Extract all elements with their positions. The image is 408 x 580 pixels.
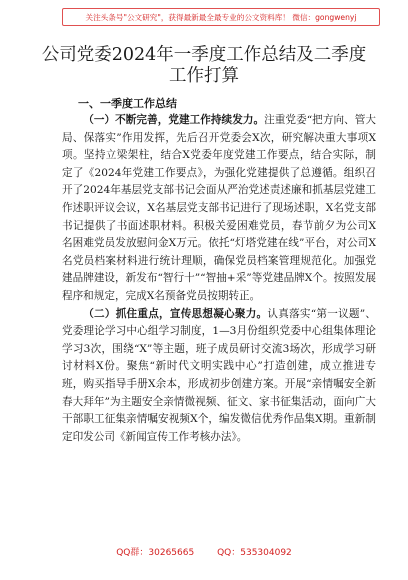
- title-line-2: 工作打算: [169, 66, 239, 86]
- section-heading: 一、一季度工作总结: [78, 97, 177, 110]
- promo-banner: [62, 8, 380, 26]
- paragraph-2: [62, 306, 376, 447]
- promo-banner-text: 关注头条号"公文研究"，获得最新最全最专业的公文资料库！ 微信：gongwenyj: [85, 12, 357, 22]
- footer-qq-group: QQ群：30265665: [116, 548, 195, 558]
- footer-qq: QQ：535304092: [217, 548, 292, 558]
- paragraph-2-text: 认真落实“第一议题”、党委理论学习中心组学习制度，1—3月份组织党委中心组集体理论学习3次，围绕“X”等主题，班子成员研讨交流3场次，形成学习研讨材料X份。聚焦“新时代文明实践中心”打造创建，成立推进专班，购买指导手册X余本，形成初步创建方案。开展“亲情嘱安全新春大拜年”为主题安全亲情微视频、征文、家书征集活动，面向广大干部职工征集亲情嘱安视频X个，编发微信优秀作品集X期。重新制定印发公司《新闻宣传工作考核办法》。: [62, 307, 376, 443]
- footer-contact: [0, 545, 408, 558]
- paragraph-1-text: 注重党委“把方向、管大局、保落实”作用发挥，先后召开党委会X次，研究解决重大事项X项。坚持立梁架柱，结合X党委年度党建工作要点，结合实际，制定了《2024年党建工作要点》，为强化党建提供了总遵循。组织召开了2024年基层党支部书记会面从严治党述责述廉和抓基层党建工作述职评议会议，X名基层党支部书记进行了现场述职，X名党支部书记提供了书面述职材料。积极关爱困难党员，春节前夕为公司X名困难党员发放慰问金X万元。依托“灯塔党建在线”平台，对公司X名党员档案材料进行统计理顺，确保党员档案管理规范化。加强党建品牌建设，新发布“智行十”“智抽+采”等党建品牌X个。按照发展程序和规定，完成X名预备党员按期转正。: [62, 114, 376, 302]
- paragraph-1-lead: （一）不断完善，党建工作持续发力。: [83, 114, 265, 126]
- document-title: [0, 45, 408, 87]
- title-line-1: 公司党委2024年一季度工作总结及二季度: [41, 45, 367, 65]
- paragraph-2-lead: （二）抓住重点，宣传思想凝心聚力。: [83, 307, 268, 320]
- document-body: [62, 112, 376, 446]
- paragraph-1: [62, 112, 376, 306]
